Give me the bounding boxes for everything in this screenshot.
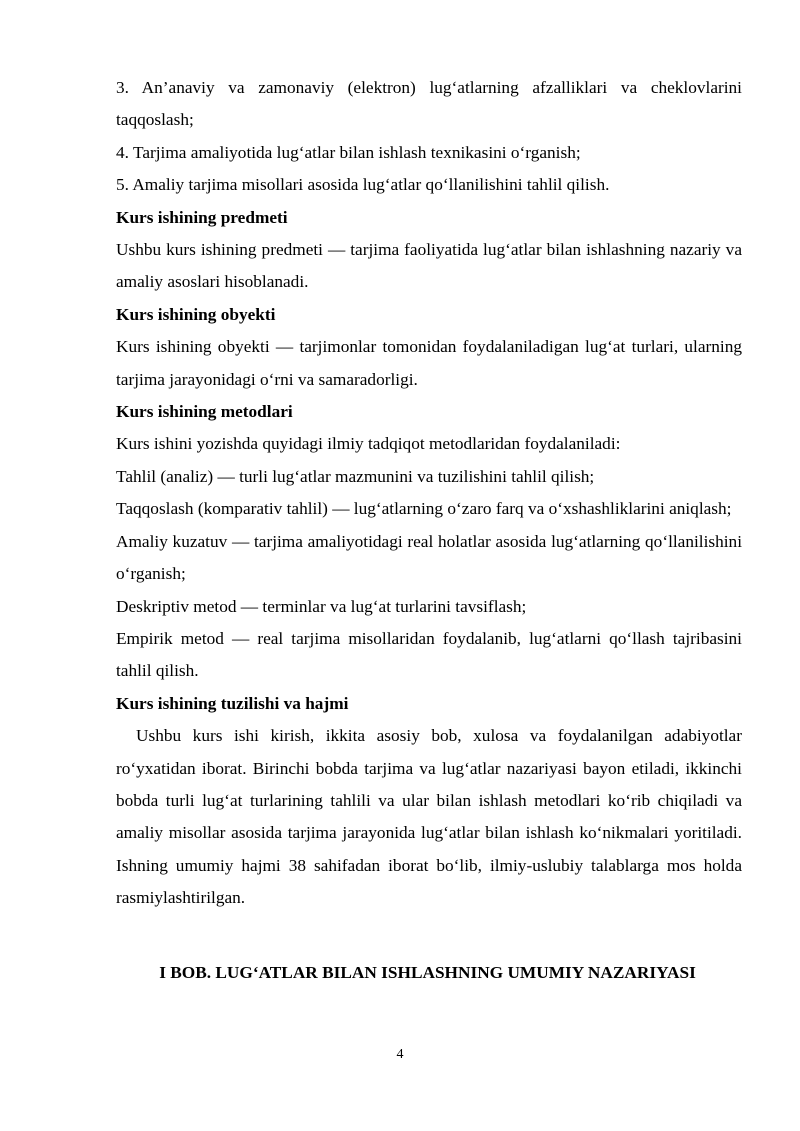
goal-item-3: 3. An’anaviy va zamonaviy (elektron) lug‘atlarning afzalliklari va cheklovlarini taqqoslash; [116,78,742,130]
heading-methods: Kurs ishining metodlari [116,402,293,422]
method-descriptive: Deskriptiv metod — terminlar va lug‘at turlarini tavsiflash; [116,596,527,616]
method-comparison: Taqqoslash (komparativ tahlil) — lug‘atlarning o‘zaro farq va o‘xshashliklarini aniqlash; [116,499,732,519]
heading-structure: Kurs ishining tuzilishi va hajmi [116,693,349,713]
spacer [116,915,742,947]
goal-item-5: 5. Amaliy tarjima misollari asosida lug‘atlar qo‘llanilishini tahlil qilish. [116,175,610,195]
method-empirical: Empirik metod — real tarjima misollaridan foydalanib, lug‘atlarni qo‘llash tajribasini tahlil qilish. [116,628,742,681]
page-body [116,72,742,989]
method-observation: Amaliy kuzatuv — tarjima amaliyotidagi real holatlar asosida lug‘atlarning qo‘llanilishini o‘rganish; [116,531,742,584]
structure-paragraph: Ushbu kurs ishi kirish, ikkita asosiy bob, xulosa va foydalanilgan adabiyotlar ro‘yxatidan iborat. Birinchi bobda tarjima va lug‘atlar nazariyasi bayon etiladi, ikkinchi bobda turli lug‘at turlarining tahlili va ular bilan ishlash metodlari ko‘rib chiqiladi va amaliy misollar asosida tarjima jarayonida lug‘atlar bilan ishlash ko‘nikmalari yoritiladi. Ishning umumiy hajmi 38 sahifadan iborat bo‘lib, ilmiy-uslubiy talablarga mos holda rasmiylashtirilgan. [116,726,742,908]
chapter-title: I BOB. LUG‘ATLAR BILAN ISHLASHNING UMUMIY NAZARIYASI [159,962,696,982]
goal-item-4: 4. Tarjima amaliyotida lug‘atlar bilan ishlash texnikasini o‘rganish; [116,142,581,162]
method-analysis: Tahlil (analiz) — turli lug‘atlar mazmunini va tuzilishini tahlil qilish; [116,466,595,486]
page-number: 4 [396,1047,404,1062]
methods-intro: Kurs ishini yozishda quyidagi ilmiy tadqiqot metodlaridan foydalaniladi: [116,434,621,454]
heading-object: Kurs ishining obyekti [116,304,276,324]
subject-paragraph: Ushbu kurs ishining predmeti — tarjima faoliyatida lug‘atlar bilan ishlashning nazariy va amaliy asoslari hisoblanadi. [116,240,742,292]
object-paragraph: Kurs ishining obyekti — tarjimonlar tomonidan foydalaniladigan lug‘at turlari, ularning tarjima jarayonidagi o‘rni va samaradorligi. [116,337,742,389]
heading-subject: Kurs ishining predmeti [116,207,288,227]
